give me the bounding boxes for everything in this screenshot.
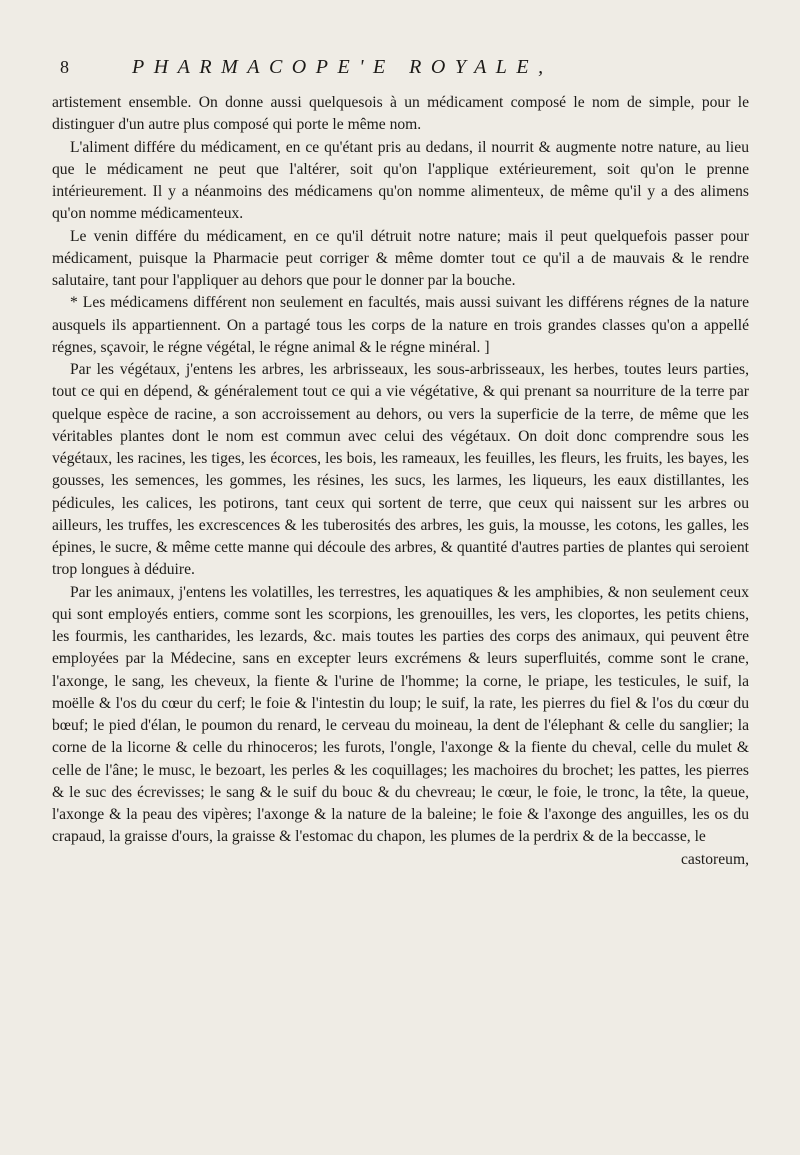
page-number: 8 <box>60 57 69 77</box>
paragraph-regnes: * Les médicamens différent non seulement en facultés, mais aussi suivant les différens régnes de la nature ausquels ils appartiennent. On a partagé tous les corps de la nature en trois grandes classes qu'on a appellé régnes, sçavoir, le régne végétal, le régne animal & le régne minéral. ] <box>52 294 749 356</box>
paragraph-animaux: Par les animaux, j'entens les volatilles, les terrestres, les aquatiques & les amphibies, & non seulement ceux qui sont employés entiers, comme sont les scorpions, les grenouilles, les vers, les cloportes, les petits chiens, les fourmis, les cantharides, les lezards, &c. mais toutes les parties des corps des animaux, qui peuvent être employées par la Médecine, sans en excepter leurs excrémens & leurs superfluités, comme sont le crane, l'axonge, le sang, les cheveux, la fiente & l'urine de l'homme; la corne, le priape, les testicules, le suif, la moëlle & l'os du cœur du cerf; le foie & l'intestin du loup; le suif, la rate, les pierres du fiel & l'os du cœur du bœuf; le pied d'élan, le poumon du renard, le cerveau du moineau, la dent de l'élephant & celle du sanglier; la corne de la licorne & celle du rhinoceros; les furots, l'ongle, l'axonge & la fiente du cheval, celle du mulet & celle de l'âne; le musc, le bezoart, les perles & les coquillages; les machoires du brochet; les pattes, les pierres & le suc des écrevisses; le sang & le suif du bouc & du chevreau; le cœur, le foie, le tronc, la tête, la queue, l'axonge & la peau des vipères; l'axonge & la nature de la baleine; le foie & l'axonge des anguilles, les os du crapaud, la graisse d'ours, la graisse & l'estomac du chapon, les plumes de la perdrix & de la beccasse, le <box>52 583 749 846</box>
body-text <box>52 92 749 849</box>
running-title: PHARMACOPE'E ROYALE, <box>132 56 553 78</box>
paragraph-venin: Le venin différe du médicament, en ce qu'il détruit notre nature; mais il peut quelquefois passer pour médicament, puisque la Pharmacie peut corriger & même domter tout ce qu'il a de mauvais & le rendre salutaire, tant pour l'appliquer au dehors que pour le donner par la bouche. <box>52 227 749 289</box>
catchword: castoreum, <box>681 850 749 868</box>
paragraph-aliment: L'aliment différe du médicament, en ce qu'étant pris au dedans, il nourrit & augmente notre nature, au lieu que le médicament ne peut que l'altérer, soit qu'on l'applique extérieurement, soit qu'on le prenne intérieurement. Il y a néanmoins des médicamens qu'on nomme alimenteux, de même qu'il y a des alimens qu'on nomme médicamenteux. <box>52 138 749 223</box>
page-header <box>52 56 748 86</box>
paragraph-vegetaux: Par les végétaux, j'entens les arbres, les arbrisseaux, les sous-arbrisseaux, les herbes, toutes leurs parties, tout ce qui en dépend, & généralement tout ce qui a vie végétative, & qui prenant sa nourriture de la terre par quelque espèce de racine, a son accroissement au dehors, ou vers la superficie de la terre, de même que les véritables plantes dont le nom est commun avec celui des végétaux. On doit donc comprendre sous les végétaux, les racines, les tiges, les écorces, les bois, les rameaux, les feuilles, les fleurs, les fruits, les bayes, les gousses, les semences, les gommes, les résines, les sucs, les larmes, les liqueurs, les eaux distillantes, les pédicules, les calices, les potirons, tant ceux qui sortent de terre, que ceux qui naissent sur les arbres ou ailleurs, les truffes, les excrescences & les tuberosités des arbres, les guis, la mousse, les cotons, les galles, les épines, le sucre, & même cette manne qui découle des arbres, & quantité d'autres parties de plantes qui seroient trop longues à déduire. <box>52 361 749 579</box>
paragraph-continuation: artistement ensemble. On donne aussi quelquesois à un médicament composé le nom de simple, pour le distinguer d'un autre plus composé qui porte le même nom. <box>52 94 749 134</box>
